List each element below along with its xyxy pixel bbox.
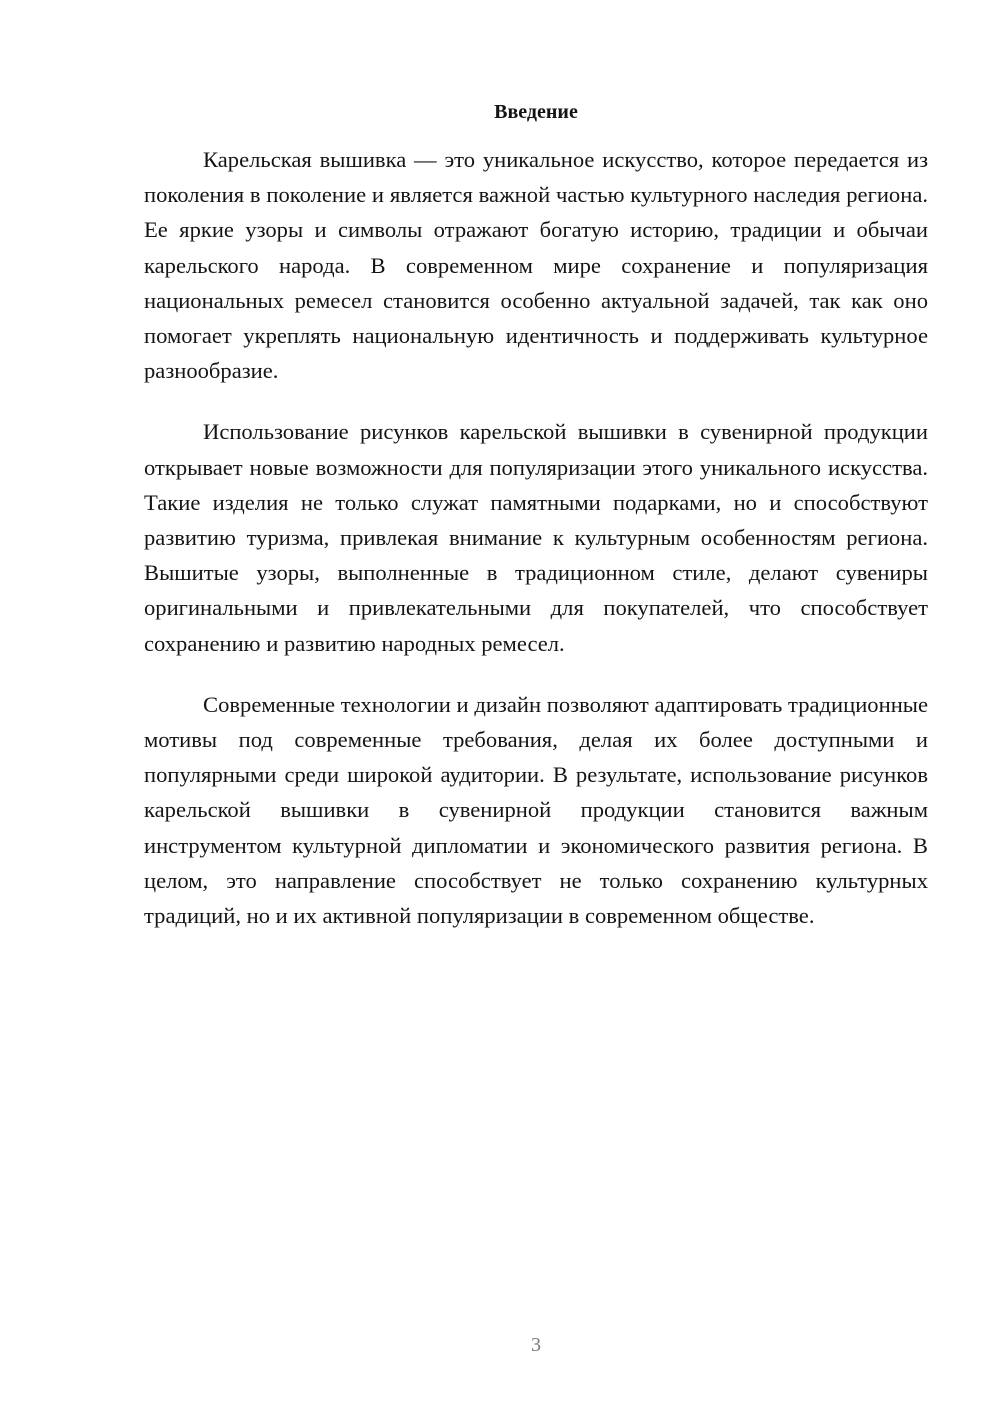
page-number: 3 <box>531 1334 541 1356</box>
paragraph-3: Современные технологии и дизайн позволяют адаптировать традиционные мотивы под современные требования, делая их более доступными и популярными среди широкой аудитории. В результате, использование рисунков карельской вышивки в сувенирной продукции становится важным инструментом культурной дипломатии и экономического развития региона. В целом, это направление способствует не только сохранению культурных традиций, но и их активной популяризации в современном обществе. <box>144 691 928 929</box>
paragraph-2: Использование рисунков карельской вышивки в сувенирной продукции открывает новые возможности для популяризации этого уникального искусства. Такие изделия не только служат памятными подарками, но и способствуют развитию туризма, привлекая внимание к культурным особенностям региона. Вышитые узоры, выполненные в традиционном стиле, делают сувениры оригинальными и привлекательными для покупателей, что способствует сохранению и развитию народных ремесел. <box>144 419 928 656</box>
page-content <box>144 96 928 959</box>
paragraph-1: Карельская вышивка — это уникальное искусство, которое передается из поколения в поколение и является важной частью культурного наследия региона. Ее яркие узоры и символы отражают богатую историю, традиции и обычаи карельского народа. В современном мире сохранение и популяризация национальных ремесел становится особенно актуальной задачей, так как оно помогает укреплять национальную идентичность и поддерживать культурное разнообразие. <box>144 147 928 384</box>
section-heading: Введение <box>494 101 578 123</box>
